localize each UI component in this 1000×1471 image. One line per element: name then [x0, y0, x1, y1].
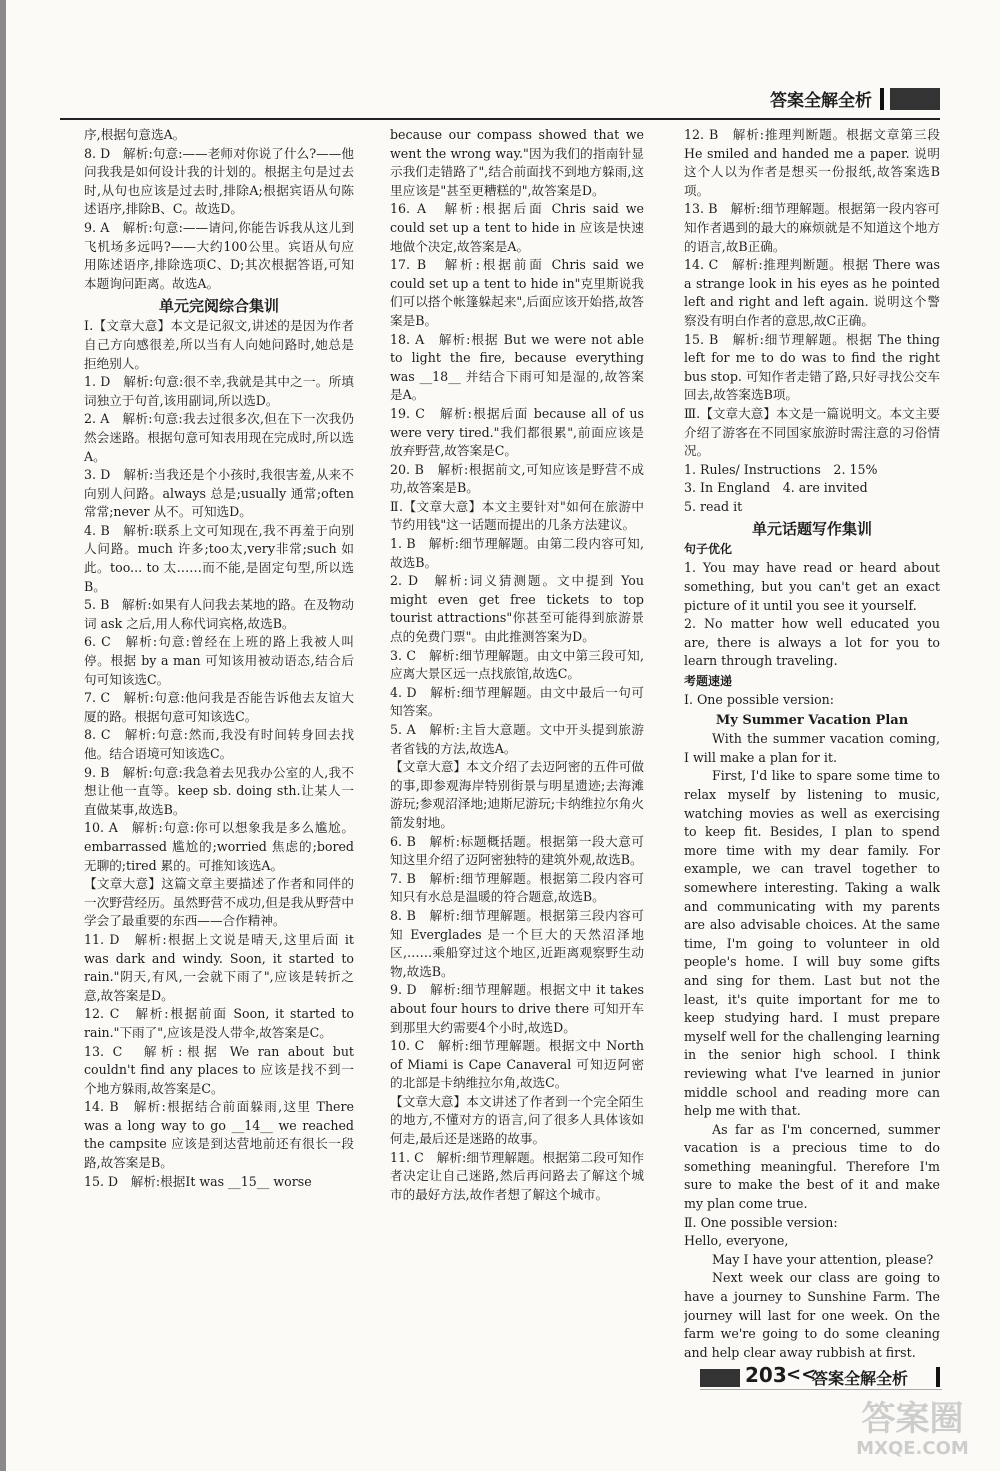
answer-item: 8. B 解析:细节理解题。根据第三段内容可知 Everglades 是一个巨大的天然沼泽地区,……乘船穿过这个地区,近距离观察野生动物,故选B。	[390, 907, 644, 979]
answer-item: 序,根据句意选A。	[84, 127, 186, 142]
answer-line: 1. Rules/ Instructions 2. 15%	[684, 461, 878, 477]
answer-item: 17. B 解析:根据前面 Chris said we could set up a tent to hide in"克里斯说我们可以搭个帐篷躲起来",后面应该开始搭,故答案是B。	[390, 257, 644, 328]
answer-item: 3. C 解析:细节理解题。由文中第三段可知,应离大景区远一点找旅馆,故选C。	[390, 647, 644, 682]
answer-item: 9. D 解析:细节理解题。根据文中 it takes about four hours to drive there 可知开车到那里大约需要4个小时,故选D。	[390, 982, 644, 1035]
header-bar	[880, 88, 884, 110]
subheading-sentence-optimization: 句子优化	[684, 542, 733, 557]
answer-line: 3. In England 4. are invited	[684, 480, 868, 496]
speech-paragraph: May I have your attention, please?	[712, 1251, 934, 1267]
essay-paragraph: First, I'd like to spare some time to relax myself by listening to music, watching movies as well as exercising to keep fit. Besides, I plan to spend more time with my dear family. For example, we can travel together to somewhere interesting. Taking a walk and communicating with my parents are also advisable choices. At the same time, I'm going to volunteer in old people's home. I will buy some gifts and sing for them. Last but not the least, it's quite important for me to keep studying hard. I must prepare myself well for the challenging learning in the senior high school. I think reviewing what I've learned in junior middle school and reading more can help me with that.	[684, 768, 940, 1119]
answer-line: 5. read it	[684, 498, 743, 514]
answer-item: 7. B 解析:细节理解题。根据第二段内容可知只有水总是温暖的符合题意,故选B。	[390, 870, 644, 905]
watermark-logo	[830, 1400, 995, 1464]
answer-item: 11. D 解析:根据上文说是晴天,这里后面 it was dark and windy. Soon, it started to rain."阴天,有风,一会就下雨了",应该是转折之意,故答案是D。	[84, 931, 354, 1003]
answer-item: 4. B 解析:联系上文可知现在,我不再羞于向别人问路。much 许多;too太,very非常;such 如此。too... to 太……而不能,是固定句型,所以选B。	[84, 522, 354, 594]
speech-paragraph: Next week our class are going to have a journey to Sunshine Farm. The journey will last for one week. On the farm we're going to do some cleaning and help clear away rubbish at first.	[684, 1270, 940, 1360]
footer-block	[700, 1369, 740, 1387]
column-right	[684, 126, 940, 1361]
section-heading: 单元完阅综合集训	[158, 297, 279, 316]
passage-summary: Ⅱ.【文章大意】本文主要针对"如何在旅游中节约用钱"这一话题而提出的几条方法建议。	[390, 498, 644, 533]
column-middle	[390, 126, 644, 1361]
header-block	[890, 88, 940, 110]
answer-item: 5. B 解析:如果有人问我去某地的路。在及物动词 ask 之后,用人称代词宾格,故选B。	[84, 597, 354, 631]
answer-item: 5. A 解析:主旨大意题。文中开头提到旅游者省钱的方法,故选A。	[390, 722, 644, 756]
version-label: Ⅰ. One possible version:	[684, 692, 835, 708]
section-heading: 单元话题写作集训	[751, 520, 872, 539]
answer-item: 11. C 解析:细节理解题。根据第二段可知作者决定让自己迷路,然后再问路去了解这个城市的最好方法,故作者想了解这个城市。	[390, 1149, 644, 1202]
footer-title: 答案全解全析	[812, 1369, 909, 1388]
answer-item: 9. A 解析:句意:——请问,你能告诉我从这儿到飞机场多远吗?——大约100公里。宾语从句应用陈述语序,排除选项C、D;其次根据答语,可知本题询问距离。故选A。	[84, 219, 354, 291]
answer-item: 8. D 解析:句意:——老师对你说了什么?——他问我我是如何设计我的计划的。根据主句是过去时,从句也应该是过去时,排除A;根据宾语从句陈述语序,排除B、C。故选D。	[84, 145, 354, 217]
page-header	[60, 82, 940, 120]
essay-title: My Summer Vacation Plan	[715, 712, 909, 728]
optimized-sentence: 1. You may have read or heard about something, but you can't get an exact picture of it until you see it yourself.	[684, 560, 940, 613]
speech-greeting: Hello, everyone,	[684, 1233, 789, 1249]
answer-item: 2. D 解析:词义猜测题。文中提到 You might even get free tickets to top tourist attractions"你甚至可能得到旅游景点的免费门票"。由此推测答案为D。	[390, 573, 644, 645]
optimized-sentence: 2. No matter how well educated you are, there is always a lot for you to learn through traveling.	[684, 616, 940, 669]
header-title: 答案全解全析	[770, 91, 872, 111]
answer-item: 1. B 解析:细节理解题。由第二段内容可知,故选B。	[390, 536, 644, 570]
answer-item: 6. B 解析:标题概括题。根据第一段大意可知这里介绍了迈阿密独特的建筑外观,故选B。	[390, 833, 644, 868]
answer-item: 16. A 解析:根据后面 Chris said we could set up a tent to hide in 应该是快速地做个决定,故答案是A。	[390, 201, 644, 254]
answer-item: 15. D 解析:根据It was __15__ worse	[84, 1173, 312, 1189]
page-footer	[700, 1363, 942, 1390]
answer-item: 15. B 解析:细节理解题。根据 The thing left for me to do was to find the right bus stop. 可知作者走错了路,只好寻找公交车回去,故答案选B项。	[684, 331, 940, 403]
answer-item: 6. C 解析:句意:曾经在上班的路上我被人叫停。根据 by a man 可知该用被动语态,结合后句可知该选C。	[84, 634, 354, 687]
page-number: 203	[745, 1363, 787, 1387]
answer-item: 12. B 解析:推理判断题。根据文章第三段 He smiled and handed me a paper. 说明这个人以为作者是想买一份报纸,故答案选B项。	[684, 127, 940, 198]
answer-item: 10. A 解析:句意:你可以想象我是多么尴尬。embarrassed 尴尬的;worried 焦虑的;bored 无聊的;tired 累的。可推知该选A。	[84, 820, 354, 873]
answer-item: 14. B 解析:根据结合前面躲雨,这里 There was a long way to go __14__ we reached the campsite 应该是到达营地前还有很长一段路,故答案是B。	[84, 1099, 354, 1171]
essay-paragraph: With the summer vacation coming, I will make a plan for it.	[684, 731, 940, 765]
answer-item: 13. B 解析:细节理解题。根据第一段内容可知作者遇到的最大的麻烦就是不知道这个地方的语言,故B正确。	[684, 201, 940, 254]
passage-summary: 【文章大意】本文介绍了去迈阿密的五件可做的事,即参观海岸特别街景与明星遗迹;去海滩游玩;参观沼泽地;迪斯尼游玩;卡纳维拉尔角火箭发射地。	[390, 759, 644, 830]
chevron-left-icon: <<	[786, 1364, 817, 1385]
answer-item: 8. C 解析:句意:然而,我没有时间转身回去找他。结合语境可知该选C。	[84, 727, 354, 761]
answer-item: 18. A 解析:根据 But we were not able to light the fire, because everything was __18__ 并结合下雨可知是湿的,故答案是A。	[390, 331, 644, 403]
binding-edge	[0, 0, 6, 1471]
answer-item: 7. C 解析:句意:他问我是否能告诉他去友谊大厦的路。根据句意可知该选C。	[84, 690, 354, 724]
answer-item: 19. C 解析:根据后面 because all of us were very tired."我们都很累",前面应该是放弃野营,故答案是C。	[390, 405, 644, 459]
column-left	[84, 126, 354, 1361]
passage-summary: 【文章大意】本文讲述了作者到一个完全陌生的地方,不懂对方的语言,问了很多人具体该如何走,最后还是迷路的故事。	[390, 1093, 644, 1147]
answer-item: 20. B 解析:根据前文,可知应该是野营不成功,故答案是B。	[390, 461, 644, 496]
version-label: Ⅱ. One possible version:	[684, 1214, 838, 1230]
answer-item: 14. C 解析:推理判断题。根据 There was a strange look in his eyes as he pointed left and right and left again. 说明这个警察没有明白作者的意思,故C正确。	[684, 257, 940, 328]
passage-summary: Ⅲ.【文章大意】本文是一篇说明文。本文主要介绍了游客在不同国家旅游时需注意的习俗情况。	[684, 405, 940, 459]
answer-item: 1. D 解析:句意:很不幸,我就是其中之一。所填词独立于句首,该用副词,所以选D。	[84, 374, 354, 408]
answer-item: 3. D 解析:当我还是个小孩时,我很害羞,从来不向别人问路。always 总是;usually 通常;often 常常;never 从不。可知选D。	[84, 467, 354, 520]
answer-item: 10. C 解析:细节理解题。根据文中 North of Miami is Cape Canaveral 可知迈阿密的北部是卡纳维拉尔角,故选C。	[390, 1038, 644, 1091]
essay-paragraph: As far as I'm concerned, summer vacation is a precious time to do something meaningful. Therefore I'm sure to make the best of it and make my plan come true.	[684, 1121, 940, 1212]
answer-item: 13. C 解析:根据 We ran about but couldn't find any places to 应该是找不到一个地方躲雨,故答案是C。	[84, 1043, 354, 1096]
watermark-glyphs: 答案圈	[861, 1399, 964, 1439]
answer-item: 4. D 解析:细节理解题。由文中最后一句可知答案。	[390, 684, 644, 719]
footer-bar	[936, 1367, 940, 1387]
passage-summary: 【文章大意】这篇文章主要描述了作者和同伴的一次野营经历。虽然野营不成功,但是我从野营中学会了最重要的东西——合作精神。	[84, 876, 354, 929]
subheading-exam-express: 考题速递	[684, 674, 733, 689]
answer-item: 9. B 解析:句意:我急着去见我办公室的人,我不想让他一直等。keep sb. doing sth.让某人一直做某事,故选B。	[84, 764, 354, 817]
passage-summary: Ⅰ.【文章大意】本文是记叙文,讲述的是因为作者自己方向感很差,所以当有人向她问路时,她总是拒绝别人。	[84, 318, 354, 371]
answer-item: because our compass showed that we went the wrong way."因为我们的指南针显示我们走错路了",结合前面找不到地方躲雨,这里应该是"甚至更糟糕的",故答案是D。	[390, 127, 644, 198]
answer-item: 2. A 解析:句意:我去过很多次,但在下一次我仍然会迷路。根据句意可知表用现在完成时,所以选A。	[84, 411, 354, 464]
watermark-site: MXQE.COM	[856, 1438, 969, 1459]
answer-item: 12. C 解析:根据前面 Soon, it started to rain."下雨了",应该是没人带伞,故答案是C。	[84, 1006, 354, 1040]
